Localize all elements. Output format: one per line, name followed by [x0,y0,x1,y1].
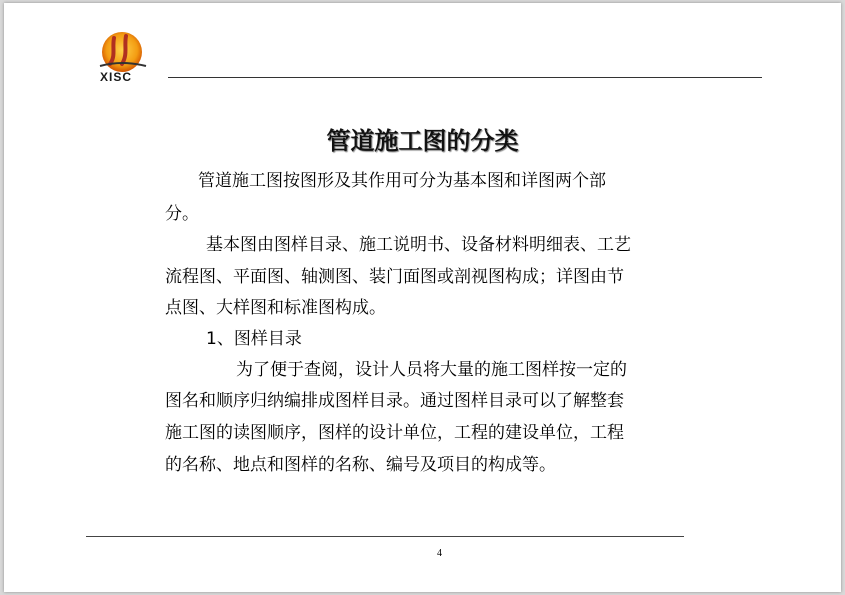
paragraph-line: 管道施工图按图形及其作用可分为基本图和详图两个部 [198,171,606,191]
paragraph-line: 为了便于查阅，设计人员将大量的施工图样按一定的 [236,360,627,380]
page-title: 管道施工图的分类 [326,126,519,155]
paragraph-line: 流程图、平面图、轴测图、装门面图或剖视图构成；详图由节 [165,267,624,287]
paragraph-line: 图名和顺序归纳编排成图样目录。通过图样目录可以了解整套 [165,391,624,411]
footer-divider [86,536,684,537]
paragraph-line: 的名称、地点和图样的名称、编号及项目的构成等。 [165,455,556,475]
header-divider [168,77,762,78]
logo-text: XISC [100,70,133,84]
paragraph-line: 基本图由图样目录、施工说明书、设备材料明细表、工艺 [206,235,631,255]
paragraph-line: 分。 [165,204,199,224]
page-number: 4 [437,548,442,559]
document-page [4,3,841,592]
section-heading: 1、图样目录 [206,329,302,349]
paragraph-line: 点图、大样图和标准图构成。 [165,298,386,318]
paragraph-line: 施工图的读图顺序，图样的设计单位，工程的建设单位，工程 [165,423,624,443]
